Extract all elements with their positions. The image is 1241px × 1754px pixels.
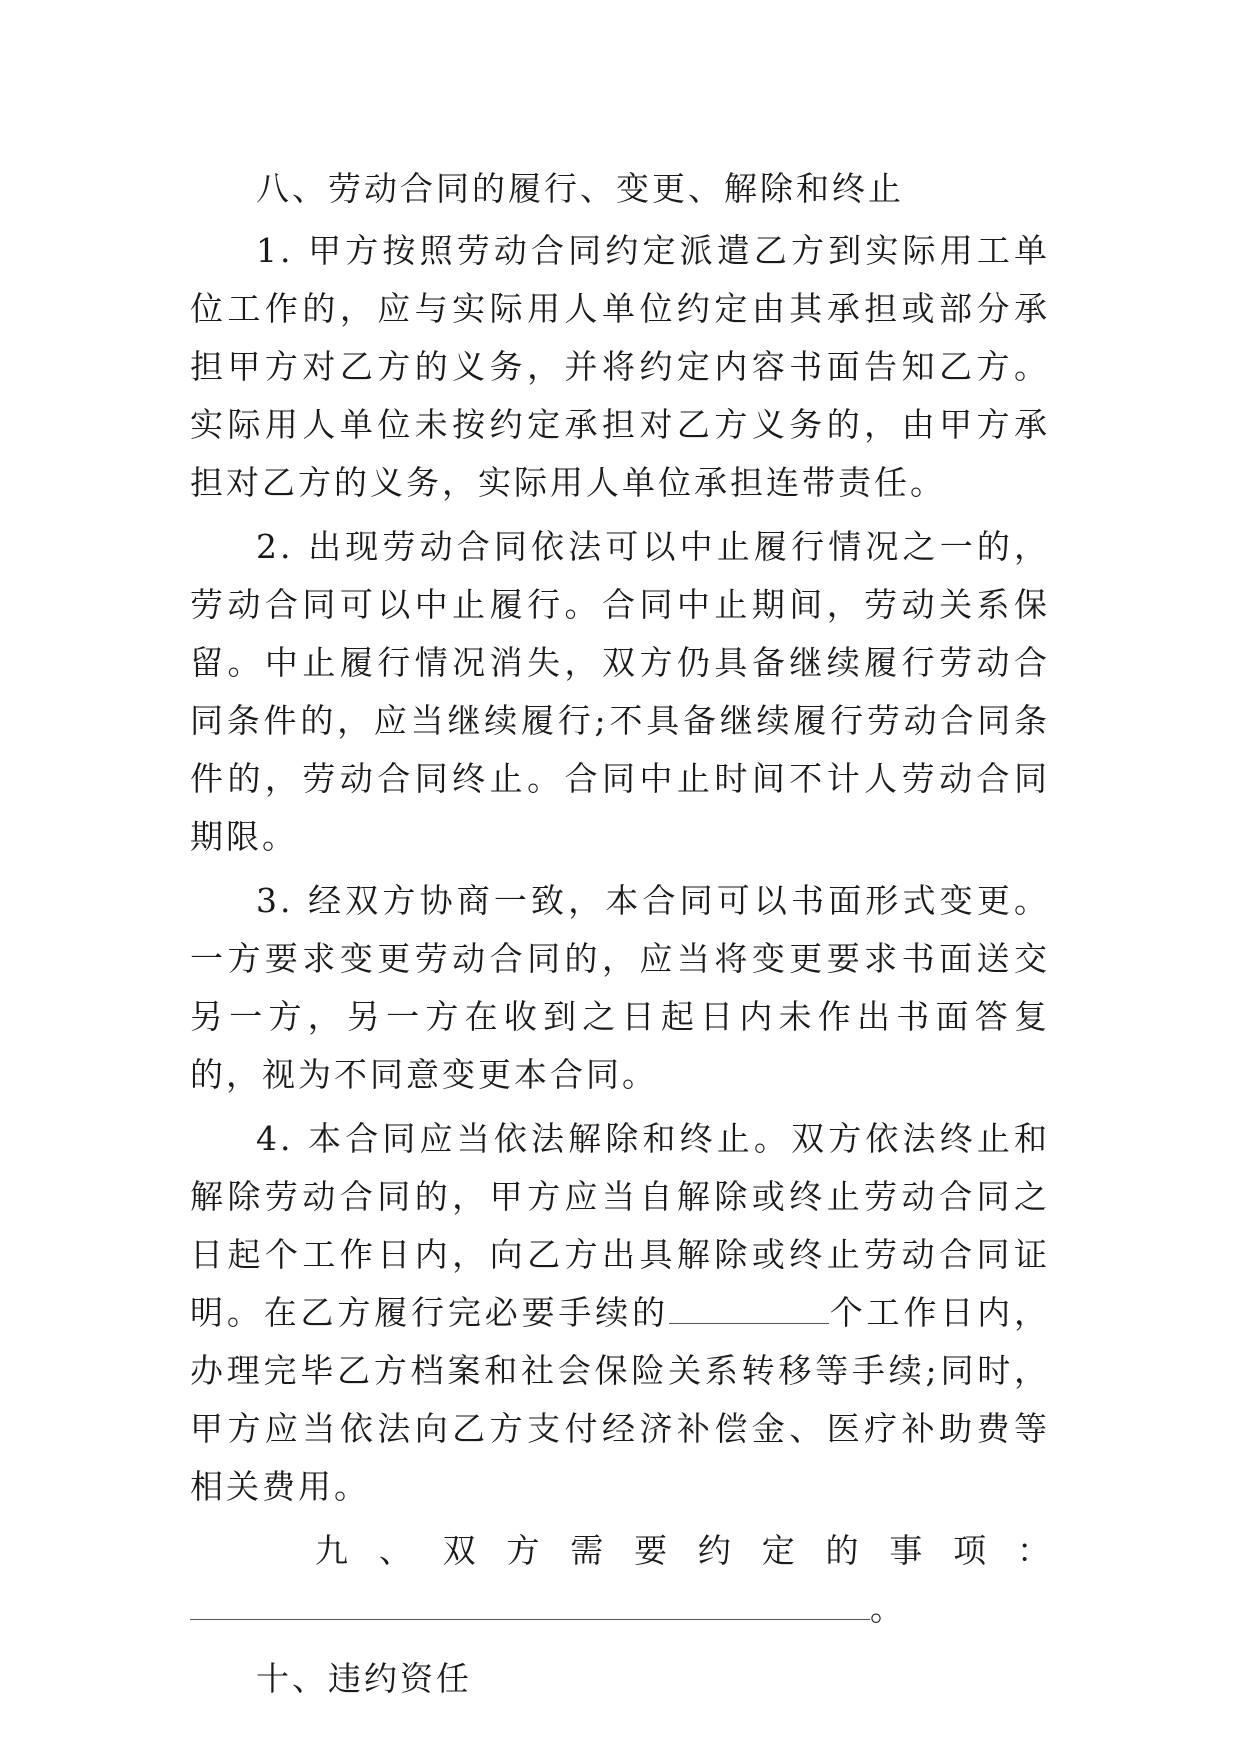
section-9-fill-line — [190, 1580, 1050, 1638]
clause-8-2: 2. 出现劳动合同依法可以中止履行情况之一的，劳动合同可以中止履行。合同中止期间，劳动关系保留。中止履行情况消失，双方仍具备继续履行劳动合同条件的，应当继续履行;不具备继续履行劳动合同条件的，劳动合同终止。合同中止时间不计人劳动合同期限。 — [190, 527, 1050, 856]
section-9-char: 、 — [378, 1531, 412, 1570]
clause-8-4-text-after: 个工作日内，办理完毕乙方档案和社会保险关系转移等手续;同时，甲方应当依法向乙方支付经济补偿金、医疗补助费等相关费用。 — [190, 1293, 1051, 1506]
section-9-char: ： — [1016, 1531, 1050, 1570]
fill-blank-agreed-matters[interactable] — [190, 1589, 870, 1620]
clause-8-4-text-before: 4. 本合同应当依法解除和终止。双方依法终止和解除劳动合同的，甲方应当自解除或终止劳动合同之日起个工作日内，向乙方出具解除或终止劳动合同证明。在乙方履行完必要手续的 — [190, 1119, 1050, 1332]
section-9-char: 九 — [315, 1531, 348, 1570]
clause-8-3: 3. 经双方协商一致，本合同可以书面形式变更。一方要求变更劳动合同的，应当将变更要求书面送交另一方，另一方在收到之日起日内未作出书面答复的，视为不同意变更本合同。 — [190, 881, 1050, 1094]
section-9-char: 要 — [634, 1531, 668, 1570]
section-9-char: 定 — [761, 1531, 795, 1570]
section-9-char: 双 — [442, 1531, 476, 1570]
section-8-heading: 八、劳动合同的履行、变更、解除和终止 — [256, 169, 904, 208]
section-9-char: 项 — [953, 1531, 987, 1570]
clause-8-4 — [190, 1110, 1050, 1516]
clause-8-1: 1. 甲方按照劳动合同约定派遣乙方到实际用工单位工作的，应与实际用人单位约定由其承担或部分承担甲方对乙方的义务，并将约定内容书面告知乙方。实际用人单位未按约定承担对乙方义务的，由甲方承担对乙方的义务，实际用人单位承担连带责任。 — [190, 231, 1050, 502]
section-10-heading: 十、违约资任 — [256, 1659, 472, 1698]
section-9-char: 需 — [570, 1531, 604, 1570]
section-9-end-mark: 。 — [870, 1589, 903, 1628]
document-body — [190, 160, 1050, 1708]
section-9-char: 约 — [697, 1531, 731, 1570]
section-9-heading — [190, 1522, 1050, 1580]
fill-blank-workdays[interactable] — [669, 1295, 829, 1324]
section-9-char: 事 — [889, 1531, 923, 1570]
section-9-char: 方 — [506, 1531, 540, 1570]
section-9-char: 的 — [825, 1531, 859, 1570]
